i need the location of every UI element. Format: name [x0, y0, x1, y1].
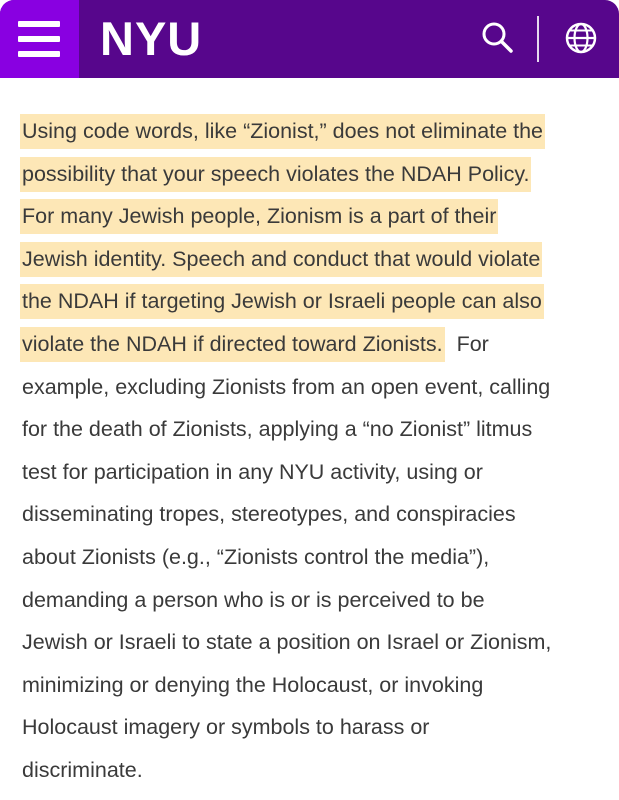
text-line: example, excluding Zionists from an open event, calling: [22, 374, 551, 399]
text-line: [22, 110, 602, 153]
site-header: [0, 0, 619, 78]
text-line: minimizing or denying the Holocaust, or invoking: [22, 672, 484, 697]
search-button[interactable]: [478, 18, 518, 58]
text-line: for the death of Zionists, applying a “no Zionist” litmus: [22, 417, 533, 442]
highlighted-text: Using code words, like “Zionist,” does not eliminate the: [20, 114, 545, 149]
text-line: [22, 238, 602, 281]
highlighted-text: violate the NDAH if directed toward Zionists.: [20, 327, 445, 362]
nyu-logo[interactable]: NYU: [100, 12, 203, 65]
text-line: [22, 195, 602, 238]
menu-button[interactable]: [0, 0, 79, 78]
text-line: test for participation in any NYU activity, using or: [22, 459, 483, 484]
header-divider: [537, 16, 539, 62]
highlighted-text: possibility that your speech violates the NDAH Policy.: [20, 157, 531, 192]
globe-icon: [561, 45, 601, 62]
text-line: demanding a person who is or is perceived to be: [22, 587, 485, 612]
language-button[interactable]: [561, 18, 601, 58]
text-line: Jewish or Israeli to state a position on Israel or Zionism,: [22, 630, 552, 655]
highlighted-text: Jewish identity. Speech and conduct that would violate: [20, 242, 542, 277]
search-icon: [478, 45, 518, 62]
text-line: discriminate.: [22, 757, 143, 782]
text-line: [22, 280, 602, 323]
policy-paragraph: [22, 110, 602, 792]
text-line: about Zionists (e.g., “Zionists control the media”),: [22, 544, 490, 569]
text-line: Holocaust imagery or symbols to harass or: [22, 715, 430, 740]
plain-text: For: [444, 331, 489, 356]
text-line: [22, 323, 602, 366]
text-line: disseminating tropes, stereotypes, and conspiracies: [22, 502, 516, 527]
highlighted-text: For many Jewish people, Zionism is a part of their: [20, 199, 498, 234]
text-line: [22, 153, 602, 196]
highlighted-text: the NDAH if targeting Jewish or Israeli people can also: [20, 284, 544, 319]
